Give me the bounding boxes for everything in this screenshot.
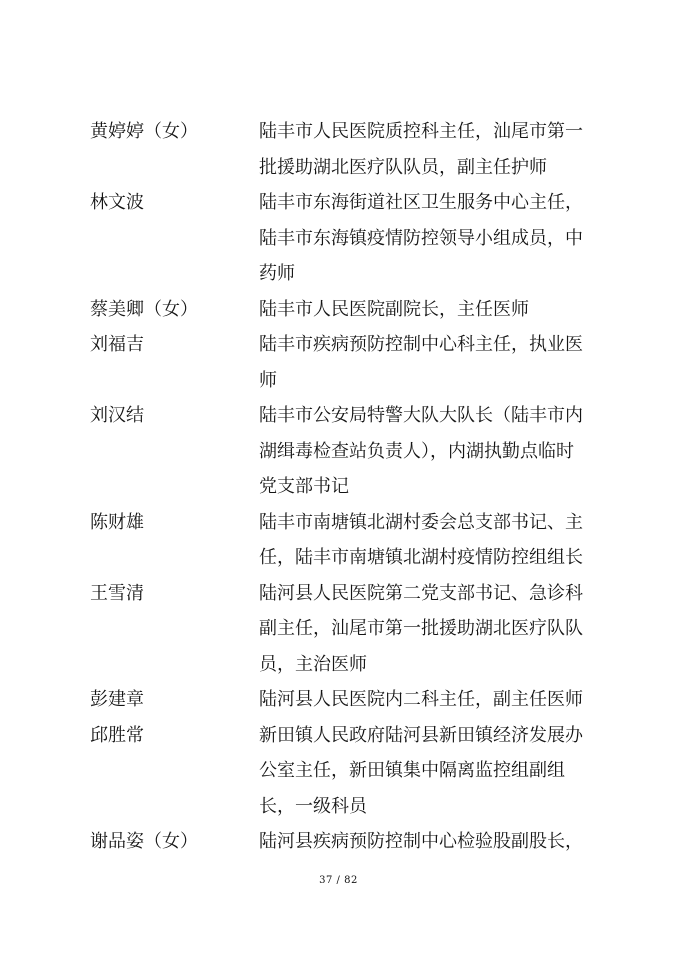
description-line: 党支部书记 (259, 476, 349, 497)
description-line: 陆丰市疾病预防控制中心科主任，执业医 (259, 334, 583, 355)
description-line: 药师 (259, 263, 295, 284)
person-name: 刘福吉 (90, 334, 144, 355)
person-name: 黄婷婷（女） (90, 121, 198, 142)
list-item (0, 505, 677, 576)
commendation-list (0, 114, 677, 860)
person-description (259, 185, 604, 292)
person-name: 王雪清 (90, 582, 144, 604)
description-line: 副主任，汕尾市第一批援助湖北医疗队队 (259, 618, 583, 639)
description-line: 长，一级科员 (259, 795, 367, 817)
person-description (259, 824, 604, 860)
list-item (0, 682, 677, 718)
person-name: 陈财雄 (90, 511, 144, 533)
description-line: 新田镇人民政府陆河县新田镇经济发展办 (259, 724, 583, 746)
description-line: 批援助湖北医疗队队员，副主任护师 (259, 156, 547, 178)
person-description (259, 292, 604, 328)
description-line: 陆河县疾病预防控制中心检验股副股长， (259, 831, 583, 852)
description-line: 陆丰市东海镇疫情防控领导小组成员，中 (259, 227, 583, 249)
list-item (0, 398, 677, 505)
list-item (0, 114, 677, 185)
list-item (0, 292, 677, 328)
description-line: 陆丰市人民医院质控科主任，汕尾市第一 (259, 121, 583, 142)
person-description (259, 398, 604, 505)
person-name: 彭建章 (90, 689, 144, 710)
description-line: 湖缉毒检查站负责人），内湖执勤点临时 (259, 440, 574, 462)
list-item (0, 327, 677, 398)
person-description (259, 114, 604, 185)
description-line: 师 (259, 369, 277, 391)
description-line: 陆丰市人民医院副院长，主任医师 (259, 298, 529, 320)
person-description (259, 327, 604, 398)
description-line: 陆河县人民医院第二党支部书记、急诊科 (259, 582, 583, 604)
person-name: 谢品姿（女） (90, 831, 198, 852)
description-line: 员，主治医师 (259, 653, 367, 675)
description-line: 陆丰市南塘镇北湖村委会总支部书记、主 (259, 511, 583, 533)
person-name: 邱胜常 (90, 724, 144, 746)
description-line: 任，陆丰市南塘镇北湖村疫情防控组组长 (259, 547, 583, 568)
person-name: 林文波 (90, 192, 144, 213)
person-description (259, 682, 604, 718)
person-description (259, 576, 604, 683)
person-description (259, 718, 604, 825)
person-name: 蔡美卿（女） (90, 298, 198, 320)
description-line: 陆丰市东海街道社区卫生服务中心主任， (259, 192, 583, 213)
description-line: 公室主任，新田镇集中隔离监控组副组 (259, 760, 565, 781)
description-line: 陆河县人民医院内二科主任，副主任医师 (259, 689, 583, 710)
list-item (0, 185, 677, 292)
list-item (0, 824, 677, 860)
description-line: 陆丰市公安局特警大队大队长（陆丰市内 (259, 405, 583, 426)
page-number: 37 / 82 (319, 875, 358, 886)
person-description (259, 505, 604, 576)
list-item (0, 718, 677, 825)
list-item (0, 576, 677, 683)
person-name: 刘汉结 (90, 405, 144, 426)
